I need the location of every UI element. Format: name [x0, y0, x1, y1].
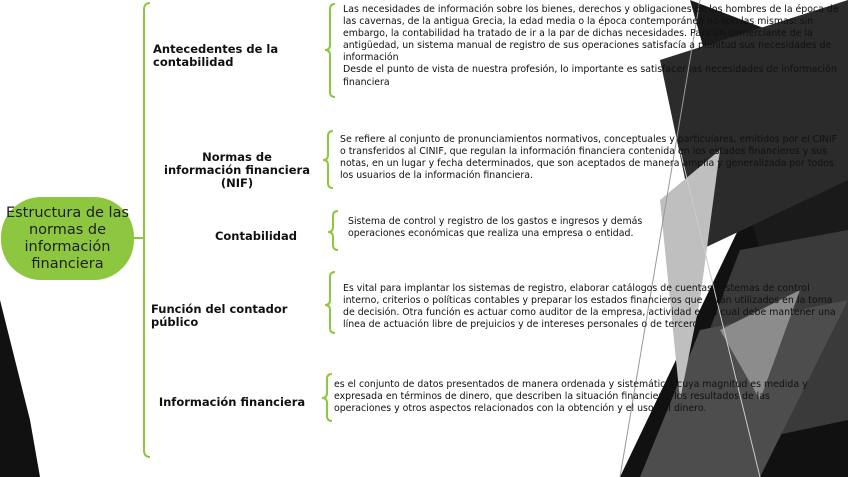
topic-informacion-title: Información financiera [158, 395, 306, 409]
topic-nif-title: Normas de información financiera (NIF) [164, 150, 310, 190]
topic-antecedentes-paragraph-1: Las necesidades de información sobre los bienes, derechos y obligaciones de los hombres de la época de las cavernas, de la antigua Grecia, la edad media o la época contemporánea no son las mismas: sin embargo, la contabilidad ha tratado de ir a la par de dichas necesidades. Para un comerciante de la antigüedad, un sistema manual de registro de sus operaciones satisfacía a plenitud sus necesidades de información [343, 4, 839, 64]
topic-nif-paragraph-1: Se refiere al conjunto de pronunciamientos normativos, conceptuales y particulares, emitidos por el CINIF o transferidos al CINIF, que regulan la información financiera contenida en los estados financieros y sus notas, en un lugar y fecha determinados, que son aceptados de manera amplia y generalizada por todos los usuarios de la información financiera. [340, 134, 838, 182]
topic-funcion-paragraph-1: Es vital para implantar los sistemas de registro, elaborar catálogos de cuentas, sistemas de control interno, criterios o políticas contables y preparar los estados financieros que serán utilizados en la toma de decisión. Otra función es actuar como auditor de la empresa, actividad en la cual debe mantener una línea de actuación libre de prejuicios y de intereses personales o de terceros. [343, 283, 836, 331]
topic-contabilidad-description [348, 216, 648, 240]
topic-informacion-paragraph-1: es el conjunto de datos presentados de manera ordenada y sistemática, cuya magnitud es medida y expresada en términos de dinero, que describen la situación financiera, los resultados de las operaciones y otros aspectos relacionados con la obtención y el uso del dinero. [334, 379, 808, 415]
root-node-label: Estructura de las normas de información financiera [5, 204, 130, 272]
root-node [1, 197, 134, 280]
topic-antecedentes-paragraph-2: Desde el punto de vista de nuestra profesión, lo importante es satisfacer las necesidades de información financiera [343, 64, 837, 88]
topic-antecedentes-title: Antecedentes de la contabilidad [153, 42, 279, 69]
topic-funcion-description [343, 283, 839, 331]
topic-antecedentes-description [343, 4, 843, 89]
topic-nif-description [340, 134, 840, 182]
topic-contabilidad-title: Contabilidad [214, 229, 298, 243]
topic-informacion-description [334, 379, 824, 415]
topic-funcion-title: Función del contador público [151, 302, 288, 329]
topic-contabilidad-paragraph-1: Sistema de control y registro de los gastos e ingresos y demás operaciones económicas que realiza una empresa o entidad. [348, 216, 643, 240]
